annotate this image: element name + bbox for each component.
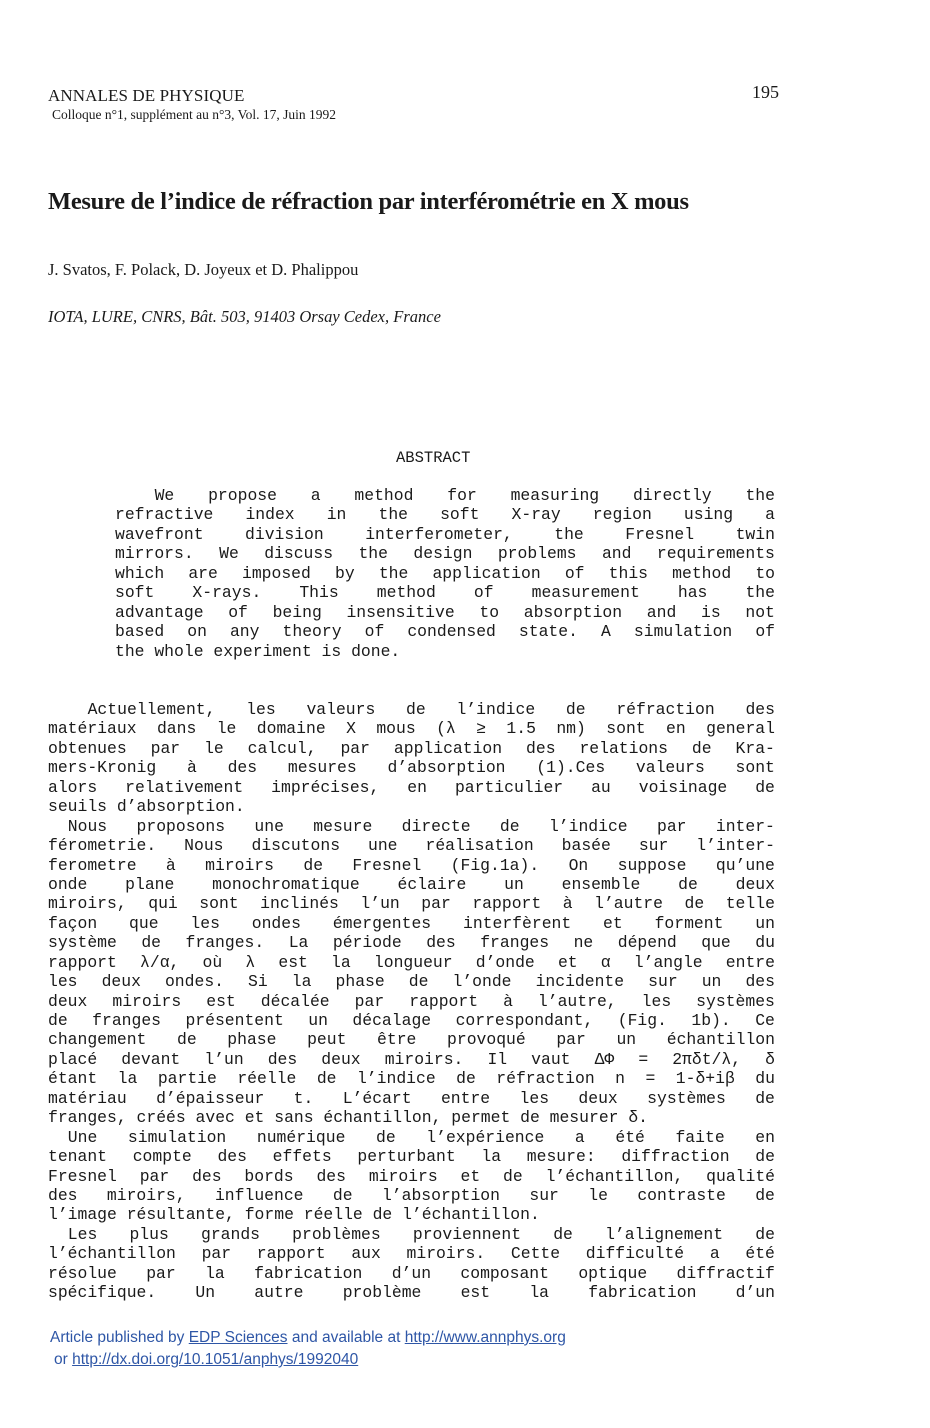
footer-middle: and available at <box>287 1329 405 1346</box>
text-line: obtenues par le calcul, par application des relations de Kra- <box>48 738 775 758</box>
paper-title: Mesure de l’indice de réfraction par interférométrie en X mous <box>48 188 689 215</box>
text-line: des miroirs, influence de l’absorption sur le contraste de <box>48 1185 775 1205</box>
authors: J. Svatos, F. Polack, D. Joyeux et D. Phalippou <box>48 260 359 279</box>
edp-sciences-link[interactable]: EDP Sciences <box>188 1329 288 1346</box>
text-line: l’image résultante, forme réelle de l’échantillon. <box>48 1205 540 1225</box>
text-line: étant la partie réelle de l’indice de réfraction n = 1-δ+iβ du <box>48 1069 775 1089</box>
text-line: Les plus grands problèmes proviennent de l’alignement de <box>67 1224 775 1244</box>
text-line: the whole experiment is done. <box>115 641 401 661</box>
text-line: alors relativement imprécises, en particulier au voisinage de <box>48 777 775 797</box>
text-line: refractive index in the soft X-ray region using a <box>115 505 775 525</box>
journal-name: ANNALES DE PHYSIQUE <box>48 86 245 105</box>
text-line: based on any theory of condensed state. A simulation of <box>115 622 775 642</box>
text-line: changement de phase peut être provoqué par un échantillon <box>48 1030 775 1050</box>
text-line: matériaux dans le domaine X mous (λ ≥ 1.5 nm) sont en general <box>48 719 775 739</box>
colloque-info: Colloque n°1, supplément au n°3, Vol. 17, Juin 1992 <box>52 107 337 122</box>
text-line: férometrie. Nous discutons une réalisation basée sur l’inter- <box>48 836 775 856</box>
text-line: advantage of being insensitive to absorption and is not <box>115 602 775 622</box>
text-line: Fresnel par des bords des miroirs et de l’échantillon, qualité <box>48 1166 775 1186</box>
text-line: ferometre à miroirs de Fresnel (Fig.1a). On suppose qu’une <box>48 855 775 875</box>
text-line: de franges présentent un décalage correspondant, (Fig. 1b). Ce <box>48 1011 775 1030</box>
text-line: tenant compte des effets perturbant la mesure: diffraction de <box>48 1147 775 1167</box>
abstract-text <box>115 486 775 661</box>
text-line: wavefront division interferometer, the Fresnel twin <box>115 524 775 544</box>
text-line: seuils d’absorption. <box>48 797 245 817</box>
text-line: Nous proposons une mesure directe de l’indice par inter- <box>67 816 775 836</box>
text-line: soft X-rays. This method of measurement has the <box>115 583 775 603</box>
annphys-link[interactable]: http://www.annphys.org <box>404 1329 566 1346</box>
abstract-heading: ABSTRACT <box>396 449 471 467</box>
footer-doi-line <box>54 1351 358 1369</box>
text-line: franges, créés avec et sans échantillon, permet de mesurer δ. <box>48 1108 648 1128</box>
text-line: Actuellement, les valeurs de l’indice de réfraction des <box>87 700 775 719</box>
text-line: l’échantillon par rapport aux miroirs. Cette difficulté a été <box>48 1244 775 1264</box>
footer-publication-line <box>50 1329 566 1347</box>
text-line: miroirs, qui sont inclinés l’un par rapport à l’autre de telle <box>48 894 775 914</box>
text-line: which are imposed by the application of this method to <box>115 563 775 583</box>
text-line: Une simulation numérique de l’expérience a été faite en <box>67 1127 775 1147</box>
footer-or: or <box>54 1351 73 1368</box>
text-line: spécifique. Un autre problème est la fabrication d’un <box>48 1283 775 1303</box>
text-line: We propose a method for measuring directly the <box>154 486 775 505</box>
text-line: mers-Kronig à des mesures d’absorption (1).Ces valeurs sont <box>48 758 775 778</box>
doi-link[interactable]: http://dx.doi.org/10.1051/anphys/1992040 <box>72 1351 359 1368</box>
body-text <box>48 700 775 1303</box>
affiliation: IOTA, LURE, CNRS, Bât. 503, 91403 Orsay Cedex, France <box>48 307 441 326</box>
text-line: résolue par la fabrication d’un composant optique diffractif <box>48 1263 775 1283</box>
text-line: deux miroirs est décalée par rapport à l’autre, les systèmes <box>48 991 775 1011</box>
text-line: onde plane monochromatique éclaire un ensemble de deux <box>48 874 775 894</box>
text-line: rapport λ/α, où λ est la longueur d’onde et α l’angle entre <box>48 952 775 972</box>
text-line: système de franges. La période des franges ne dépend que du <box>48 933 775 953</box>
text-line: matériau d’épaisseur t. L’écart entre les deux systèmes de <box>48 1088 775 1108</box>
text-line: placé devant l’un des deux miroirs. Il vaut ΔΦ = 2πδt/λ, δ <box>48 1049 775 1069</box>
text-line: façon que les ondes émergentes interfèrent et forment un <box>48 913 775 933</box>
text-line: mirrors. We discuss the design problems and requirements <box>115 544 775 564</box>
text-line: les deux ondes. Si la phase de l’onde incidente sur un des <box>48 972 775 992</box>
page-number: 195 <box>752 82 779 102</box>
footer-prefix: Article published by <box>50 1329 189 1346</box>
